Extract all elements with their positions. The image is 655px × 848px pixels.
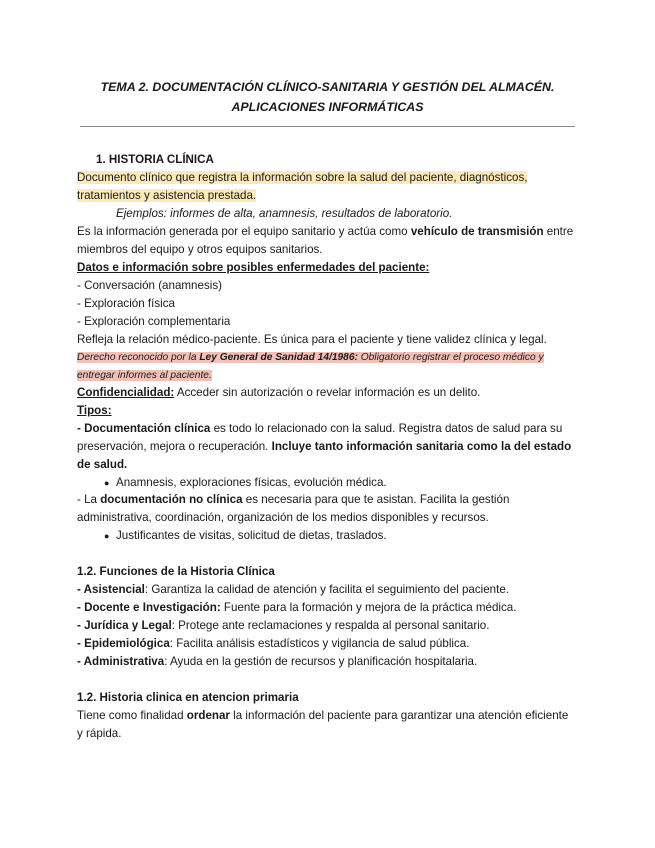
confidentiality-line: Confidencialidad: Acceder sin autorización o revelar información es un delito. — [77, 386, 481, 399]
bullet-icon: ● — [104, 531, 110, 541]
primary-care-line2: y rápida. — [77, 727, 122, 740]
law-line2: entregar informes al paciente. — [77, 370, 212, 381]
info-line1: Es la información generada por el equipo sanitario y actúa como vehículo de transmisión entre — [77, 225, 574, 238]
clinical-doc-line1: - Documentación clínica es todo lo relacionado con la salud. Registra datos de salud para su — [77, 422, 563, 435]
title-divider — [80, 126, 575, 127]
nonclinical-line1: - La documentación no clínica es necesaria para que te asistan. Facilita la gestión — [77, 493, 510, 506]
primary-care-line1: Tiene como finalidad ordenar la información del paciente para garantizar una atención eficiente — [77, 709, 569, 722]
definition-line2: tratamientos y asistencia prestada. — [77, 189, 257, 202]
function-item: - Asistencial: Garantiza la calidad de atención y facilita el seguimiento del paciente. — [77, 583, 510, 596]
primary-care-heading: 1.2. Historia clinica en atencion primaria — [77, 691, 299, 704]
bullet-item: Justificantes de visitas, solicitud de dietas, traslados. — [116, 529, 387, 542]
function-item: - Docente e Investigación: Fuente para la formación y mejora de la práctica médica. — [77, 601, 517, 614]
data-heading: Datos e información sobre posibles enfermedades del paciente: — [77, 261, 430, 274]
nonclinical-line2: administrativa, coordinación, organización de los medios disponibles y recursos. — [77, 511, 489, 524]
list-item: - Exploración complementaria — [77, 315, 231, 328]
function-item: - Administrativa: Ayuda en la gestión de recursos y planificación hospitalaria. — [77, 655, 478, 668]
law-line1: Derecho reconocido por la Ley General de Sanidad 14/1986: Obligatorio registrar el proceso médico y — [77, 352, 544, 363]
functions-heading: 1.2. Funciones de la Historia Clínica — [77, 565, 275, 578]
examples-line: Ejemplos: informes de alta, anamnesis, resultados de laboratorio. — [116, 207, 453, 220]
section-heading-historia: 1. HISTORIA CLÍNICA — [96, 153, 214, 166]
bullet-item: Anamnesis, exploraciones físicas, evolución médica. — [116, 476, 387, 489]
types-heading: Tipos: — [77, 404, 112, 417]
clinical-doc-line3: de salud. — [77, 458, 128, 471]
function-item: - Jurídica y Legal: Protege ante reclamaciones y respalda al personal sanitario. — [77, 619, 490, 632]
definition-line1: Documento clínico que registra la información sobre la salud del paciente, diagnósticos, — [77, 171, 528, 184]
list-item: - Exploración física — [77, 297, 175, 310]
doc-title-line2: APLICACIONES INFORMÁTICAS — [231, 100, 424, 114]
clinical-doc-line2: preservación, mejora o recuperación. Incluye tanto información sanitaria como la del estado — [77, 440, 572, 453]
info-line2: miembros del equipo y otros equipos sanitarios. — [77, 243, 323, 256]
doc-title-line1: TEMA 2. DOCUMENTACIÓN CLÍNICO-SANITARIA Y GESTIÓN DEL ALMACÉN. — [100, 80, 555, 94]
bullet-icon: ● — [104, 478, 110, 488]
list-item: - Conversación (anamnesis) — [77, 279, 222, 292]
reflects-line: Refleja la relación médico-paciente. Es única para el paciente y tiene validez clínica y legal. — [77, 333, 547, 346]
function-item: - Epidemiológica: Facilita análisis estadísticos y vigilancia de salud pública. — [77, 637, 470, 650]
